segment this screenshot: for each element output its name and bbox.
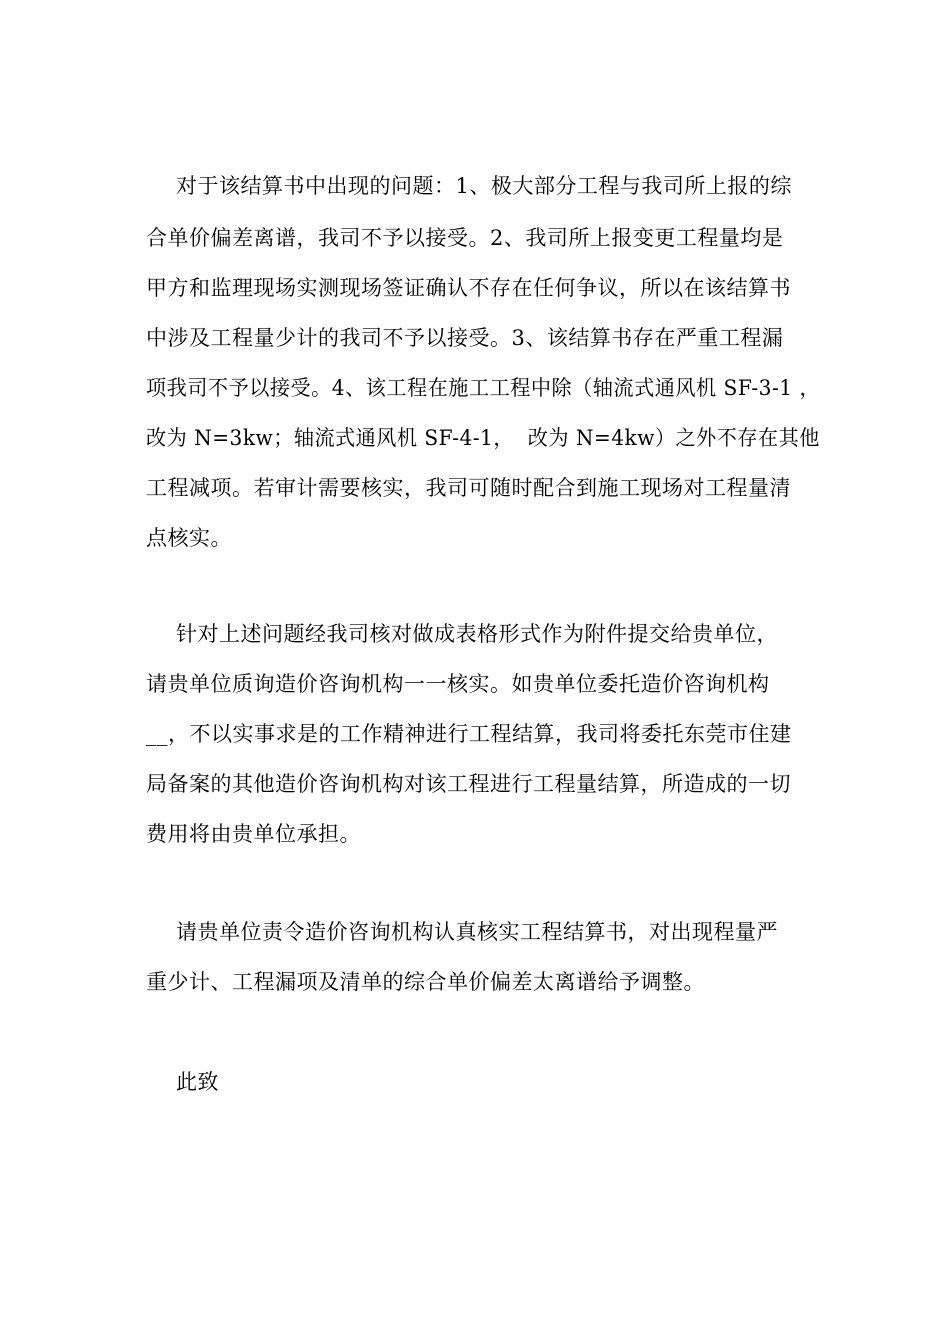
paragraph-line: 此致 [176,1070,219,1094]
paragraph-line: 对于该结算书中出现的问题：1、极大部分工程与我司所上报的综 [176,174,792,198]
paragraph-line: 甲方和监理现场实测现场签证确认不存在任何争议，所以在该结算书 [146,276,791,300]
paragraph-line: 中涉及工程量少计的我司不予以接受。3、该结算书存在严重工程漏 [146,326,784,350]
paragraph-line: 工程减项。若审计需要核实，我司可随时配合到施工现场对工程量清 [146,476,791,500]
paragraph-line: 项我司不予以接受。4、该工程在施工工程中除（轴流式通风机 SF-3-1 ， [146,376,821,400]
paragraph-line: 请贵单位责令造价咨询机构认真核实工程结算书，对出现程量严 [176,920,778,944]
paragraph-line: 针对上述问题经我司核对做成表格形式作为附件提交给贵单位， [176,622,778,646]
paragraph-line: 改为 N=3kw；轴流式通风机 SF-4-1， 改为 N=4kw）之外不存在其他 [146,426,820,450]
paragraph-line: 费用将由贵单位承担。 [146,822,361,846]
paragraph-line: 重少计、工程漏项及清单的综合单价偏差太离谱给予调整。 [146,970,705,994]
paragraph-line: 局备案的其他造价咨询机构对该工程进行工程量结算，所造成的一切 [146,772,791,796]
paragraph-line: 请贵单位质询造价咨询机构一一核实。如贵单位委托造价咨询机构 [146,672,770,696]
paragraph-line: __，不以实事求是的工作精神进行工程结算，我司将委托东莞市住建 [146,722,792,746]
paragraph-line: 合单价偏差离谱，我司不予以接受。2、我司所上报变更工程量均是 [146,226,784,250]
paragraph-line: 点核实。 [146,526,232,550]
